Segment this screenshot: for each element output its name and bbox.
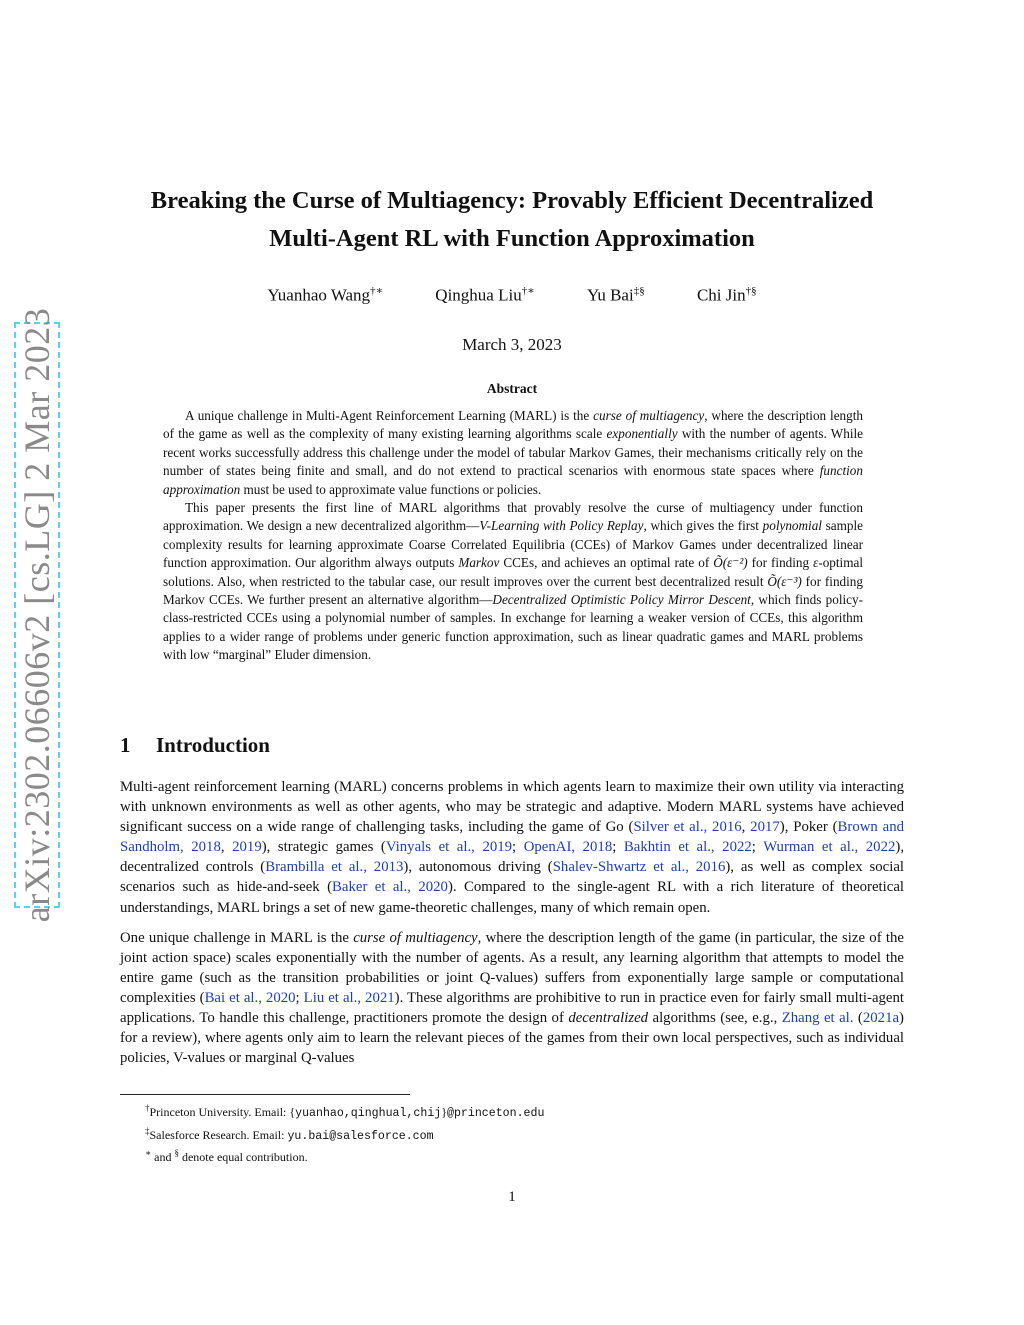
text-run: ;: [612, 839, 624, 856]
page-number: 1: [508, 1189, 516, 1205]
text-run: sample complexity results for learning approximate Coarse Correlated Equilibria (CCEs) of Markov Games under decentralized linear function approximation. Our algorithm always outputs: [163, 518, 864, 571]
text-run: ). These algorithms are prohibitive to run in practice even for fairly small multi-agent applications. To handle this challenge, practitioners promote the design of: [120, 989, 904, 1027]
email-text: yuanhao,qinghual,chij: [295, 1107, 442, 1120]
text-run: ;: [512, 839, 524, 856]
citation-link[interactable]: OpenAI, 2018: [523, 839, 613, 856]
footnote-mark: †: [145, 1103, 150, 1113]
text-run: algorithms (see, e.g.,: [648, 1010, 782, 1027]
text-run: for finding: [747, 555, 814, 571]
citation-link[interactable]: Liu et al., 2021: [303, 989, 395, 1006]
abstract-body: [163, 407, 863, 665]
emphasis: exponentially: [606, 426, 678, 442]
citation-link[interactable]: Shalev-Shwartz et al., 2016: [552, 859, 726, 876]
text-run: ), as well as complex social scenarios such as hide-and-seek (: [120, 859, 905, 896]
text-run: denote equal contribution.: [178, 1150, 308, 1164]
citation-link[interactable]: Baker et al., 2020: [332, 879, 448, 896]
text-run: This paper presents the first line of MARL algorithms that provably resolve the curse of multiagency under function approximation. We design a new decentralized algorithm—: [163, 500, 863, 534]
author-affiliation-marks: †§: [745, 285, 757, 297]
text-run: with the number of agents. While recent works successfully address this challenge under the model of tabular Markov Games, their mechanisms critically rely on the number of states being finite and small, and do not extend to practical scenarios with enormous state spaces where: [163, 426, 863, 479]
footnote: [145, 1123, 544, 1146]
title-line-2: Multi-Agent RL with Function Approximation: [269, 225, 755, 252]
text-run: ), decentralized controls (: [120, 839, 905, 876]
section-title: Introduction: [156, 733, 270, 757]
footnote-rule: [120, 1094, 410, 1095]
text-run: ), autonomous driving (: [403, 859, 553, 876]
intro-body: [120, 777, 904, 1078]
author-affiliation-marks: †∗: [521, 285, 535, 297]
citation-link[interactable]: Silver et al., 2016: [633, 819, 742, 836]
text-run: , which gives the first: [643, 518, 763, 534]
body-paragraph: [120, 928, 904, 1069]
author-name: Yu Bai: [586, 285, 634, 305]
text-run: -optimal solutions. Also, when restricted to the tabular case, our result improves over the current best decentralized result: [163, 555, 863, 589]
author-list: [120, 284, 904, 306]
text-run: ), Poker (: [779, 819, 838, 836]
math: ε: [813, 555, 819, 571]
author: [697, 285, 757, 306]
emphasis: V-Learning with Policy Replay: [479, 518, 644, 534]
emphasis: decentralized: [568, 1010, 649, 1027]
author-affiliation-marks: ‡§: [633, 285, 645, 297]
author-affiliation-marks: †∗: [370, 285, 384, 297]
footnote-mark: ‡: [145, 1125, 150, 1136]
text-run: Salesforce Research. Email:: [149, 1127, 288, 1142]
citation-link[interactable]: Bai et al., 2020: [204, 989, 296, 1006]
author: [587, 285, 645, 306]
emphasis: function approximation: [163, 463, 863, 497]
citation-link[interactable]: Brambilla et al., 2013: [265, 859, 404, 876]
text-run: ). Compared to the single-agent RL with a rich literature of theoretical understandings, MARL brings a set of new game-theoretic challenges, many of which remain open.: [120, 879, 904, 916]
arxiv-stamp: [14, 307, 60, 923]
text-run: ;: [751, 839, 764, 856]
text-run: ), strategic games (: [261, 839, 386, 856]
text-run: (: [853, 1010, 863, 1027]
text-run: ,: [741, 819, 751, 836]
emphasis: curse of multiagency: [593, 408, 705, 423]
author: [267, 284, 383, 306]
citation-link[interactable]: Brown and Sandholm, 2018: [120, 819, 904, 856]
text-run: ,: [220, 839, 233, 856]
abstract-paragraph: [163, 407, 863, 499]
text-run: CCEs, and achieves an optimal rate of: [499, 555, 714, 571]
author-name: Yuanhao Wang: [267, 285, 371, 305]
citation-link[interactable]: Zhang et al.: [781, 1010, 854, 1027]
author-name: Chi Jin: [696, 285, 746, 305]
footnotes: [145, 1100, 544, 1166]
text-run: ) for a review), where agents only aim to learn the relevant pieces of the games from their own local perspectives, such as individual policies, V-values or marginal Q-values: [120, 1010, 904, 1067]
math: Õ(ε⁻³): [767, 573, 802, 589]
abstract-heading: Abstract: [486, 381, 538, 396]
text-run: A unique challenge in Multi-Agent Reinforcement Learning (MARL) is the: [185, 408, 594, 423]
text-run: , which finds policy-class-restricted CCEs using a polynomial number of samples. In exchange for learning a weaker version of CCEs, this algorithm applies to a wider range of problems under generic function approximation, such as linear quadratic games and MARL problems with low “marginal” Eluder dimension.: [163, 592, 863, 663]
emphasis: Decentralized Optimistic Policy Mirror Descent: [492, 592, 751, 608]
citation-link[interactable]: Wurman et al., 2022: [763, 839, 896, 856]
text-run: , where the description length of the game (in particular, the size of the joint action space) scales exponentially with the number of agents. As a result, any learning algorithm that attempts to model the entire game (such as the transition probabilities or joint Q-values) suffers from exponentially large sample or computational complexities (: [120, 929, 904, 1006]
brace: }: [441, 1105, 448, 1119]
footnote-mark: ∗: [145, 1148, 152, 1158]
text-run: ;: [295, 989, 304, 1006]
text-run: must be used to approximate value functions or policies.: [240, 481, 542, 497]
emphasis: polynomial: [762, 518, 822, 534]
math: Õ(ε⁻²): [713, 555, 748, 571]
citation-link[interactable]: Vinyals et al., 2019: [385, 839, 513, 856]
arxiv-id: arXiv:2302.06606v2 [cs.LG] 2 Mar 2023: [17, 307, 57, 923]
footnote: [145, 1100, 544, 1123]
author: [435, 284, 534, 306]
brace: {: [289, 1105, 296, 1119]
paper-title: [120, 182, 904, 258]
citation-link[interactable]: 2021a: [862, 1010, 900, 1027]
title-line-1: Breaking the Curse of Multiagency: Provably Efficient Decentralized: [150, 187, 874, 214]
author-name: Qinghua Liu: [435, 285, 522, 305]
abstract-paragraph: [163, 499, 863, 665]
citation-link[interactable]: 2019: [232, 839, 262, 856]
text-run: for finding Markov CCEs. We further present an alternative algorithm—: [163, 573, 863, 608]
text-run: Princeton University. Email:: [149, 1105, 290, 1119]
email-text: yu.bai@salesforce.com: [287, 1129, 434, 1143]
footnote: [145, 1145, 544, 1166]
publication-date: March 3, 2023: [462, 335, 562, 354]
email-text: @princeton.edu: [447, 1107, 545, 1120]
section-heading: [120, 733, 270, 758]
footnote-mark: §: [174, 1148, 179, 1158]
citation-link[interactable]: Bakhtin et al., 2022: [623, 839, 752, 856]
emphasis: curse of multiagency: [353, 929, 478, 946]
emphasis: Markov: [458, 555, 500, 571]
text-run: and: [151, 1150, 175, 1164]
text-run: Multi-agent reinforcement learning (MARL) concerns problems in which agents learn to maximize their own utility via interacting with unknown environments as well as other agents, who may be strategic and adaptive. Modern MARL systems have achieved significant success on a wide range of challenging tasks, including the game of Go (: [120, 779, 904, 836]
section-number: 1: [120, 733, 131, 757]
text-run: One unique challenge in MARL is the: [120, 929, 354, 946]
citation-link[interactable]: 2017: [750, 819, 780, 836]
body-paragraph: [120, 777, 904, 918]
text-run: , where the description length of the game as well as the complexity of many existing learning algorithms scale: [163, 408, 863, 442]
